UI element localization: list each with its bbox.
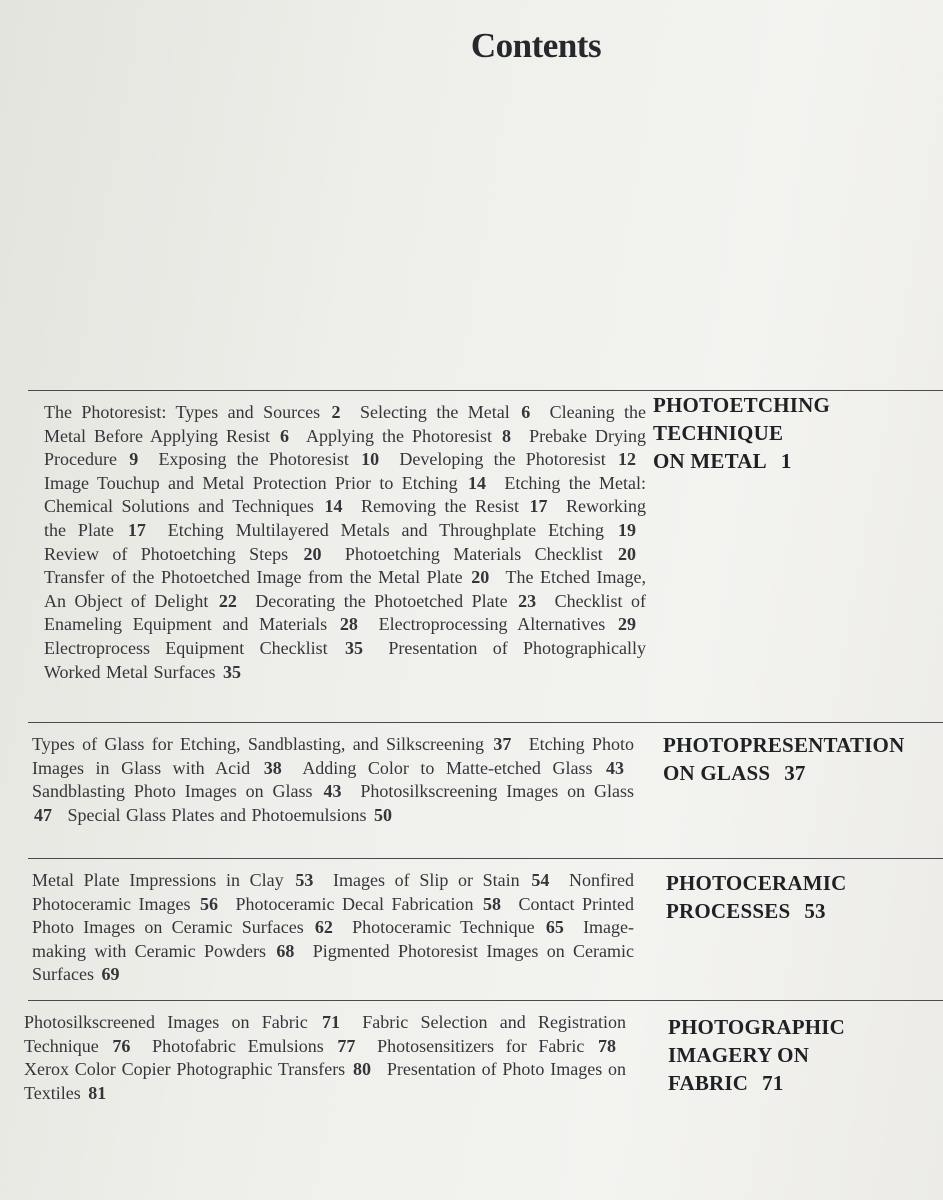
toc-entry-page: 29 [618,614,636,635]
chapter-heading-line: IMAGERY ON [668,1043,810,1067]
chapter-heading-text: PROCESSES [666,899,791,923]
chapter-heading-text: FABRIC [668,1071,749,1095]
chapter-page-number: 1 [780,449,792,473]
chapter-heading [653,391,830,475]
toc-entry [32,734,521,754]
toc-entry-page: 19 [618,519,636,540]
toc-entry-title: Types of Glass for Etching, Sandblasting, and Silkscreening [32,734,484,754]
chapter-heading-line [653,447,830,475]
toc-entry [345,544,646,564]
toc-entry [306,426,521,446]
toc-entry-title: Electroprocess Equipment Checklist [44,637,328,658]
toc-entry-page: 77 [337,1035,356,1056]
toc-entry-title: Photosilkscreened Images on Fabric [24,1012,308,1032]
toc-entry [377,1036,626,1056]
toc-entry-page: 50 [373,804,392,825]
toc-entry-page: 2 [331,402,341,422]
toc-entry-title: Electroprocessing Alternatives [378,614,606,635]
chapter-page-number: 71 [762,1071,784,1095]
toc-entry-title: Etching Photo Images in Glass with Acid [32,734,635,778]
toc-entry-title: Presentation of Photographically Worked Metal Surfaces [44,637,647,682]
toc-entry-page: 54 [531,870,550,890]
chapter-heading-line: PHOTOETCHING [653,393,831,417]
toc-entry [68,805,402,825]
toc-entry-page: 28 [339,614,358,635]
toc-entry-title: Metal Plate Impressions in Clay [32,870,284,890]
chapter-heading-text: ON GLASS [663,761,771,785]
toc-entry-page: 6 [521,402,531,422]
toc-entry-page: 62 [314,917,333,938]
toc-entry-page: 47 [34,804,52,825]
chapter-heading-line: PHOTOPRESENTATION [663,733,905,757]
toc-entry-title: Developing the Photoresist [399,449,606,470]
toc-entry-title: Photoceramic Technique [352,917,535,938]
toc-entry [352,917,574,937]
toc-entry-title: Pigmented Photoresist Images on Ceramic Surfaces [32,940,635,985]
toc-entry-page: 80 [353,1059,372,1080]
toc-entry-page: 43 [323,781,342,802]
toc-entry-page: 17 [529,496,548,517]
toc-entry-title: Checklist of Enameling Equipment and Materials [44,590,647,635]
toc-entry-page: 8 [502,425,512,446]
chapter-heading [668,1013,845,1097]
toc-entry-page: 12 [618,449,637,470]
toc-entry-page: 23 [518,590,537,611]
toc-entry-title: Photosilkscreening Images on Glass [360,781,635,802]
toc-entry [44,402,351,422]
toc-entry-title: Photosensitizers for Fabric [377,1035,585,1056]
toc-entry [32,870,323,890]
chapter-heading-line: TECHNIQUE [653,421,784,445]
toc-entry-title: Etching the Metal: Chemical Solutions and Techniques [44,472,647,517]
toc-entry [302,758,634,778]
entry-list [32,733,634,827]
toc-entry-page: 56 [200,893,218,914]
toc-entry-title: Removing the Resist [360,496,519,517]
toc-entry-page: 22 [218,590,237,611]
toc-entry-title: Photoceramic Decal Fabrication [235,893,474,914]
chapter-heading [666,869,847,925]
toc-entry-title: Fabric Selection and Registration Technique [24,1012,626,1056]
toc-entry-page: 38 [263,757,282,778]
toc-entry [24,1059,381,1079]
toc-entry [44,544,332,564]
toc-entry-title: Decorating the Photoetched Plate [255,590,508,611]
toc-entry-page: 58 [483,893,502,914]
toc-entry-page: 68 [276,940,295,961]
toc-entry-page: 81 [88,1082,107,1103]
chapter-heading-line [663,759,904,787]
toc-entry-page: 10 [361,449,380,470]
toc-entry-title: Selecting the Metal [359,402,510,422]
entry-list [44,401,646,684]
contents-section [28,858,943,997]
toc-entry [379,614,646,634]
toc-entry-title: Review of Photoetching Steps [44,543,289,564]
page-title: Contents [470,26,602,65]
toc-entry-title: Transfer of the Photoetched Image from the Metal Plate [44,567,463,588]
toc-entry-title: Images of Slip or Stain [333,870,520,890]
toc-entry-title: Presentation of Photo Images on Textiles [24,1059,627,1103]
toc-entry-page: 20 [471,567,490,588]
toc-entry-title: Contact Printed Photo Images on Ceramic Surfaces [32,893,635,938]
toc-entry-page: 14 [324,496,343,517]
chapter-heading-text: ON METAL [653,449,767,473]
toc-entry-title: Applying the Photoresist [306,425,493,446]
toc-entry-page: 53 [295,870,314,890]
chapter-heading [663,731,904,787]
toc-entry-page: 69 [101,964,120,985]
toc-entry-page: 35 [223,661,241,682]
toc-entry-title: Adding Color to Matte-etched Glass [302,757,593,778]
toc-entry-title: Etching Multilayered Metals and Throughplate Etching [167,519,605,540]
toc-entry-page: 17 [127,519,146,540]
toc-entry [255,591,546,611]
toc-entry-title: Prebake Drying Procedure [44,425,647,470]
toc-entry [44,567,499,587]
toc-entry [24,1012,350,1032]
toc-entry-page: 65 [545,917,564,938]
toc-entry-title: Image-making with Ceramic Powders [32,917,635,961]
chapter-heading-line: PHOTOGRAPHIC [668,1015,846,1039]
toc-entry-page: 78 [598,1035,617,1056]
toc-entry-title: Exposing the Photoresist [158,449,349,470]
toc-entry-title: Nonfired Photoceramic Images [32,870,634,914]
toc-entry-page: 14 [468,472,487,493]
toc-entry [360,402,540,422]
toc-entry [152,1036,365,1056]
toc-entry [158,449,389,469]
contents-section [28,722,943,858]
toc-entry-title: Image Touchup and Metal Protection Prior to Etching [44,472,458,493]
toc-entry [44,473,496,493]
toc-entry-title: Cleaning the Metal Before Applying Resist [44,402,647,446]
contents-section [28,390,943,721]
toc-entry [32,781,351,801]
toc-entry-page: 20 [618,543,637,564]
chapter-heading-line [668,1069,845,1097]
toc-entry-page: 37 [493,734,512,754]
contents-section [24,1000,943,1161]
entry-list [24,1011,626,1105]
toc-entry-page: 9 [129,449,139,470]
chapter-heading-line: PHOTOCERAMIC [666,871,847,895]
toc-entry-page: 20 [303,543,322,564]
toc-entry-title: Photofabric Emulsions [152,1035,324,1056]
toc-entry [399,449,646,469]
entry-list [32,869,634,987]
toc-entry-page: 71 [322,1012,340,1032]
toc-entry-title: Photoetching Materials Checklist [344,543,603,564]
toc-entry-title: The Etched Image, An Object of Delight [44,567,646,611]
toc-entry [333,870,559,890]
toc-entry-page: 76 [112,1035,131,1056]
toc-entry-title: Sandblasting Photo Images on Glass [32,781,313,802]
toc-entry-page: 43 [606,757,625,778]
toc-entry-title: The Photoresist: Types and Sources [44,402,321,422]
chapter-page-number: 37 [784,761,806,785]
chapter-heading-line [666,897,847,925]
toc-entry [168,520,646,540]
toc-entry-title: Xerox Color Copier Photographic Transfers [24,1059,346,1080]
toc-entry-title: Reworking the Plate [44,496,647,540]
toc-entry-page: 35 [345,637,363,658]
toc-entry [236,894,511,914]
chapter-page-number: 53 [804,899,826,923]
toc-entry [44,638,373,658]
toc-entry-title: Special Glass Plates and Photoemulsions [67,804,367,825]
toc-entry-page: 6 [280,425,289,446]
toc-entry [361,496,558,516]
